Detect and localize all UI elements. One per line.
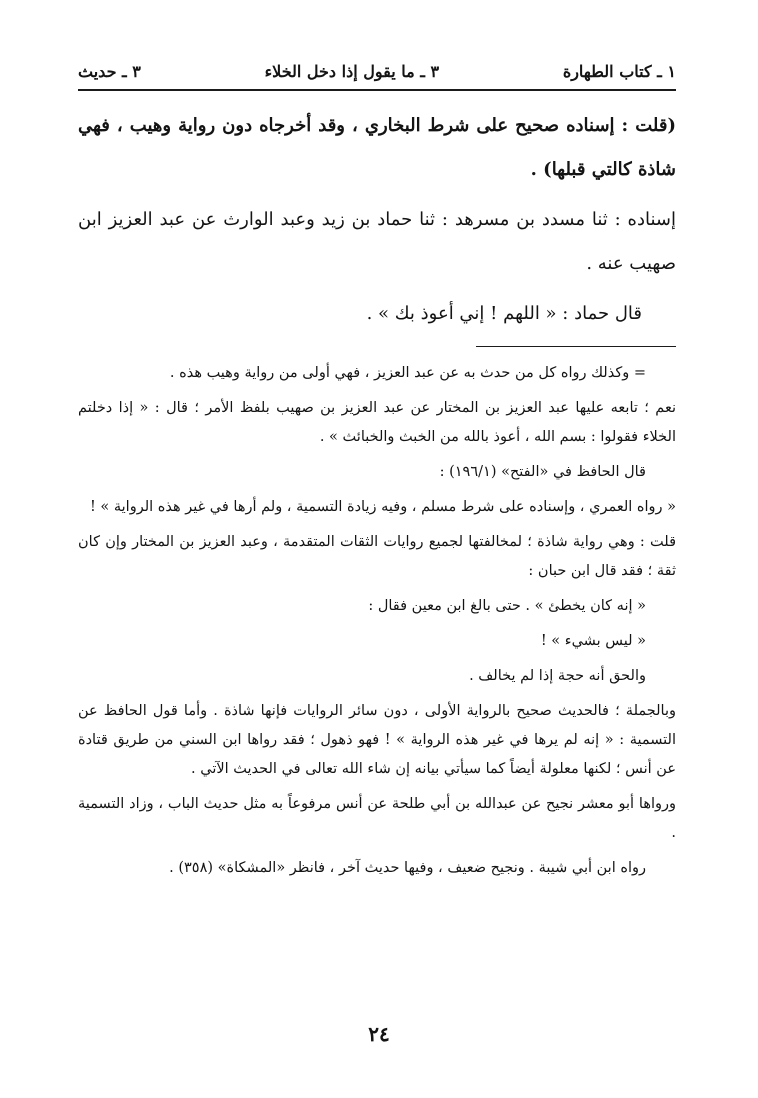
header-divider bbox=[78, 89, 676, 91]
page-body bbox=[78, 104, 676, 889]
footnote-paragraph: ورواها أبو معشر نجيح عن عبدالله بن أبي طلحة عن أنس مرفوعاً به مثل حديث الباب ، وزاد التسمية . bbox=[78, 796, 676, 841]
main-paragraph-isnad: إسناده : ثنا مسدد بن مسرهد : ثنا حماد بن زيد وعبد الوارث عن عبد العزيز ابن صهيب عنه . bbox=[78, 209, 676, 274]
header-hadith-number: ٣ ـ حديث bbox=[78, 61, 141, 81]
main-paragraph-verdict: (قلت : إسناده صحيح على شرط البخاري ، وقد أخرجاه دون رواية وهيب ، فهي شاذة كالتي قبلها) . bbox=[78, 115, 676, 180]
header-book-title: ١ ـ كتاب الطهارة bbox=[562, 61, 676, 81]
footnote-divider bbox=[476, 346, 676, 347]
footnote-paragraph: رواه ابن أبي شيبة . ونجيح ضعيف ، وفيها حديث آخر ، فانظر «المشكاة» (٣٥٨) . bbox=[169, 860, 646, 876]
footnote-paragraph: = وكذلك رواه كل من حدث به عن عبد العزيز ، فهي أولى من رواية وهيب هذه . bbox=[169, 365, 646, 381]
footnote-paragraph: « رواه العمري ، وإسناده على شرط مسلم ، وفيه زيادة التسمية ، ولم أرها في غير هذه الرواية » ! bbox=[89, 499, 676, 515]
header-chapter-title: ٣ ـ ما يقول إذا دخل الخلاء bbox=[264, 61, 440, 81]
footnote-paragraph: « ليس بشيء » ! bbox=[540, 633, 646, 649]
footnote-paragraph: « إنه كان يخطئ » . حتى بالغ ابن معين فقال : bbox=[368, 598, 646, 614]
footnote-paragraph: نعم ؛ تابعه عليها عبد العزيز بن المختار عن عبد العزيز بن صهيب بلفظ الأمر ؛ قال : « إذا دخلتم الخلاء فقولوا : بسم الله ، أعوذ بالله من الخبث والخبائث » . bbox=[78, 400, 676, 445]
running-header bbox=[78, 56, 676, 86]
footnote-paragraph: قلت : وهي رواية شاذة ؛ لمخالفتها لجميع روايات الثقات المتقدمة ، وعبد العزيز بن المختار وإن كان ثقة ؛ فقد قال ابن حبان : bbox=[78, 534, 676, 579]
footnote-paragraph: والحق أنه حجة إذا لم يخالف . bbox=[469, 668, 646, 684]
footnote-paragraph: وبالجملة ؛ فالحديث صحيح بالرواية الأولى ، دون سائر الروايات فإنها شاذة . وأما قول الحافظ عن التسمية : « إنه لم يرها في غير هذه الرواية » ! فهو ذهول ؛ فقد رواها ابن السني من طريق قتادة عن أنس ؛ لكنها معلولة أيضاً كما سيأتي بيانه إن شاء الله تعالى في الحديث الآتي . bbox=[78, 703, 676, 777]
page-number: ٢٤ bbox=[368, 1022, 390, 1046]
footnote-paragraph: قال الحافظ في «الفتح» (١٩٦/١) : bbox=[439, 464, 646, 480]
main-paragraph-quote: قال حماد : « اللهم ! إني أعوذ بك » . bbox=[366, 303, 642, 324]
